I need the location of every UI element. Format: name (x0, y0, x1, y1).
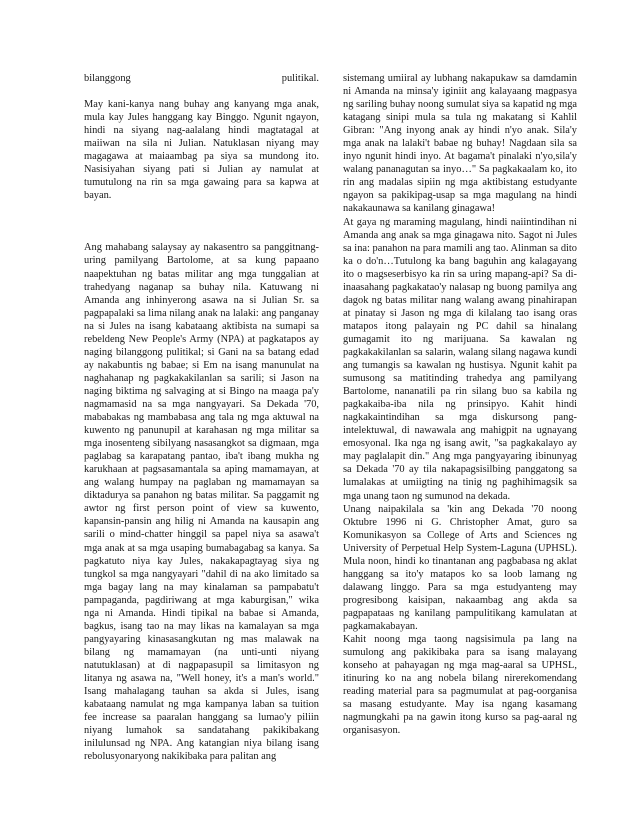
opening-line (84, 72, 319, 85)
left-paragraph-2: Ang mahabang salaysay ay nakasentro sa panggitnang-uring pamilyang Bartolome, at sa kung papaano naapektuhan ng batas militar ang mga tunggalian at trahedyang naganap sa buhay nila. Katuwang ni Amanda ang inhinyerong asawa na si Julian Sr. sa pagpapalaki sa lima nilang anak na lalaki: ang panganay na si Jules na isang kabataang aktibista na sumapi sa rebeldeng New People's Army (NPA) at pagkatapos ay naging bilanggong pulitikal; si Gani na sa batang edad ay nakabuntis ng babae; si Em na isang manunulat na naghahanap ng pagkakakilanlan sa sarili; si Jason na naging biktima ng salvaging at si Bingo na maaga pa'y nagmamasid na sa mga nangyayari. Sa Dekada '70, mababakas ng mambabasa ang tala ng mga aktuwal na kuwento ng panunupil at karahasan ng mga militar sa mga inosenteng sibilyang nasasangkot sa digmaan, mga paglabag sa karapatang pantao, iba't ibang mukha ng karukhaan at pagsasamantala sa aping mamamayan, at ang walang humpay na paglaban ng mamamayan sa diktadurya sa panahon ng batas militar. Sa paggamit ng awtor ng first person point of view sa kuwento, kapansin-pansin ang hilig ni Amanda na kausapin ang sarili o mind-chatter hinggil sa papel niya sa asawa't mga anak at sa mga usaping bumabagabag sa kanya. Sa pagkatuto niya kay Jules, nakakapagtayag siya ng tungkol sa mga nangyayari "dahil di na ako limitado sa mga bagay lang na may kinalaman sa pampabatu't pampaganda, pagdiriwang at mga kaburgisan," wika nga ni Amanda. Hindi tipikal na babae si Amanda, bagkus, isang tao na may likas na kamalayan sa mga pangyayaring kinasasangkutan ng mas malawak na bilang ng mamamayan (na unti-unti niyang natutuklasan) at di nagpapasupil sa limitasyon ng litanya ng asawa na, "Well honey, it's a man's world." Isang mahalagang tauhan sa akda si Jules, isang kabataang namulat ng mga kampanya laban sa tuition fee increase sa paaralan hanggang sa lumao'y piliin niyang lumahok sa sandatahang pakikibakang inilulunsad ng NPA. Ang katangian niya bilang isang rebolusyonaryong nakikibaka para palitan ang (84, 242, 319, 763)
right-paragraph-1: sistemang umiiral ay lubhang nakapukaw sa damdamin ni Amanda na minsa'y iginiit ang kalayaang magpasya ng sariling buhay noong sumulat siya sa kapatid ng mga katagang sinipi mula sa tula ng makatang si Kahlil Gibran: "Ang inyong anak ay hindi n'yo anak. Sila'y mga anak na lalaki't babae ng buhay! Nagdaan sila sa inyo ngunit hindi inyo. At bagama't pinalaki n'yo,sila'y walang pananagutan sa inyo…" Sa pagkakaalam ko, ito rin ang madalas sipiin ng mga aktibistang estudyante ngayon sa pakikipag-usap sa mga magulang na hindi nakakaunawa sa kanilang ginagawa! (343, 73, 577, 215)
opening-word-start: bilanggong (84, 73, 131, 84)
right-column (343, 72, 577, 737)
right-paragraph-4: Kahit noong mga taong nagsisimula pa lang na sumulong ang pakikibaka para sa isang malayang konseho at pahayagan ng mga mag-aaral sa UPHSL, itinuring ko na ang nobela bilang nirerekomendang reading material para sa pagmumulat at pag-oorganisa sa masang estudyante. May isa ngang kasamang nagmungkahi pa na gawin itong kurso sa pag-aaral ng organisasyon. (343, 634, 577, 737)
right-paragraph-2: At gaya ng maraming magulang, hindi naiintindihan ni Amanda ang anak sa mga ginagawa nito. Sagot ni Jules sa ina: panahon na para mamili ang tao. Alinman sa dito ka o do'n…Tutulong ka bang baguhin ang kalagayang ito o magseserbisyo ka rin sa uring mapang-api? Sa di-inaasahang pagkakatao'y nalasap ng buong pamilya ang dagok ng batas militar nang walang awang pinahirapan at pinatay si Jason ng mga di kilalang tao isang oras matapos itong palayain ng PC dahil sa hinalang gumagamit ito ng marijuana. Sa kawalan ng pagkakakilanlan sa salarin, walang silang nagawa kundi ang tumangis sa kawalan ng hustisya. Ngunit kahit pa sumusong sa matitinding trahedya ang pamilyang Bartolome, nananatili pa rin silang buo sa kabila ng pagkakaiba-iba nila ng prinsipyo. Kahit hindi nagkakaintindihan sa mga diskursong pang-intelektuwal, di nawawala ang mahigpit na ugnayang emosyonal. Ika nga ng isang awit, "sa pagkakalayo ay may paglalapit din." Ang mga pangyayaring ibinunyag sa Dekada '70 ay tila nakapagsisilbing panggatong sa lumalakas at umiigting na tinig ng paghihimagsik sa mga unang taon ng sumunod na dekada. (343, 216, 577, 502)
opening-word-end: pulitikal. (281, 73, 319, 84)
right-paragraph-3: Unang naipakilala sa 'kin ang Dekada '70 noong Oktubre 1996 ni G. Christopher Amat, guro sa Komunikasyon sa College of Arts and Sciences ng University of Perpetual Help System-Laguna (UPHSL). Mula noon, hindi ko tinantanan ang pagbabasa ng aklat hanggang sa ito'y matapos ko sa loob lamang ng dalawang linggo. Para sa mga estudyanteng may progresibong kaisipan, nakaambag ang akda sa pagpapataas ng kanilang pampulitikang kamulatan at pagkamakabayan. (343, 503, 577, 632)
left-paragraph-1: May kani-kanya nang buhay ang kanyang mga anak, mula kay Jules hanggang kay Binggo. Ngunit ngayon, hindi na siyang nag-aalalang hindi magtatagal at maiiwan na sila ni Julian. Natuklasan niyang may magagawa at maiaambag pa siya sa mundong ito. Nasisiyahan siyang pati si Julian ay namulat at tumutulong na rin sa mga gawaing para sa kapwa at bayan. (84, 99, 319, 202)
left-column (84, 72, 319, 763)
